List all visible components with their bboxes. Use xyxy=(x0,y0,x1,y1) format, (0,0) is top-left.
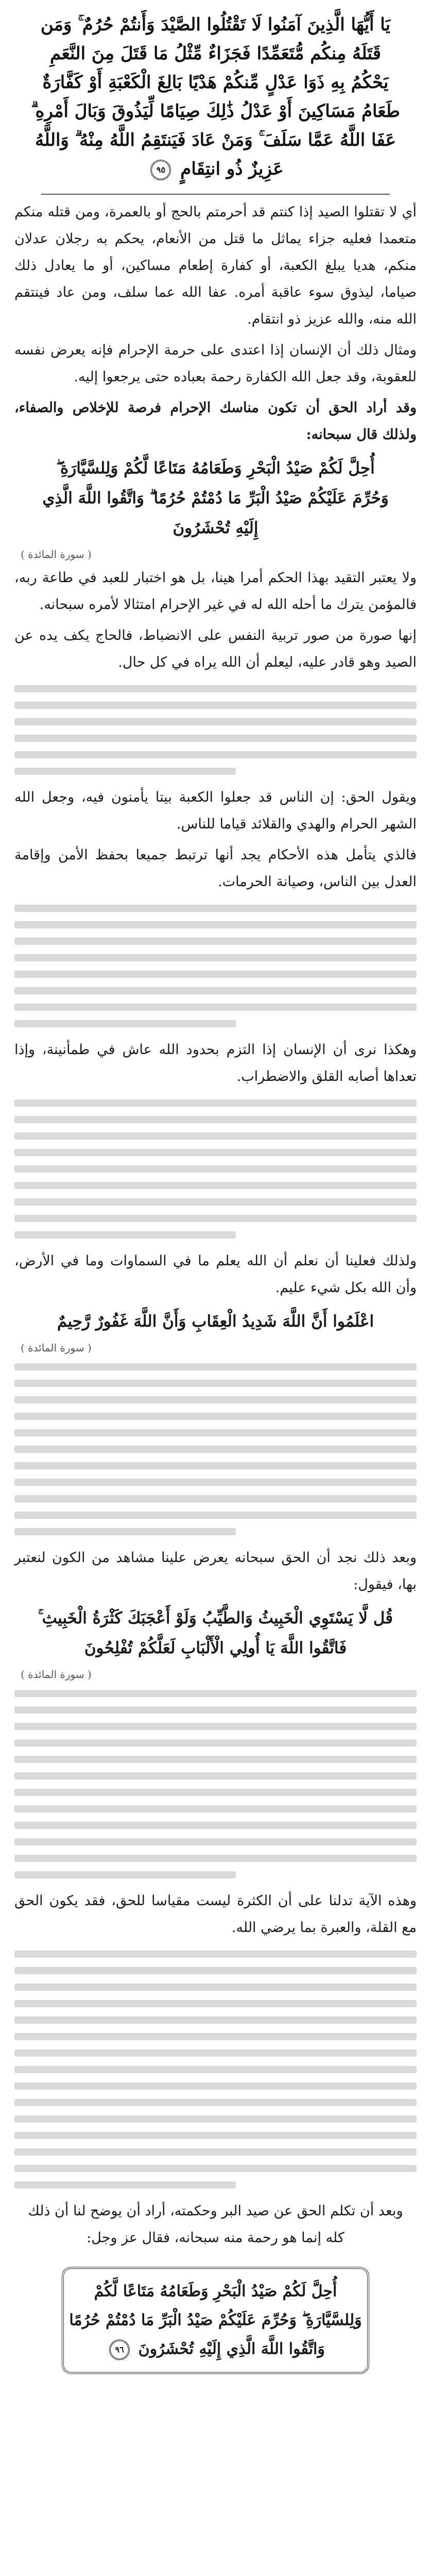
verse-2-reference: ( سورة المائدة ) xyxy=(21,548,92,561)
verse-3-reference: ( سورة المائدة ) xyxy=(21,1342,92,1354)
body-text-block xyxy=(14,1363,417,1535)
final-quran-verse-box xyxy=(62,2267,369,2374)
body-text-block xyxy=(14,1951,417,2189)
body-text-block xyxy=(14,1690,417,1878)
verse-4-reference: ( سورة المائدة ) xyxy=(21,1668,92,1681)
paragraph-7: وهكذا نرى أن الإنسان إذا التزم بحدود الله عاش في طمأنينة، وإذا تعداها أصابه القلق والاضطراب. xyxy=(14,1042,417,1084)
paragraph-4: إنها صورة من صور تربية النفس على الانضباط، فالحاج يكف يده عن الصيد وهو قادر عليه، ليعلم أن الله يراه في كل حال. xyxy=(14,628,417,670)
ayah-number-marker: ٩٥ xyxy=(150,160,171,180)
body-text-block xyxy=(14,905,417,1027)
paragraph-6: فالذي يتأمل هذه الأحكام يجد أنها ترتبط جميعا بحفظ الأمن وإقامة العدل بين الناس، وصيانة الحرمات. xyxy=(14,847,417,890)
divider xyxy=(41,194,390,195)
final-ayah-number-marker: ٩٦ xyxy=(109,2340,130,2360)
final-verse-line-1: أُحِلَّ لَكُمْ صَيْدُ الْبَحْرِ وَطَعَامُهُ مَتَاعًا لَّكُمْ xyxy=(94,2282,337,2300)
quran-verse-4: قُل لَّا يَسْتَوِي الْخَبِيثُ وَالطَّيِّبُ وَلَوْ أَعْجَبَكَ كَثْرَةُ الْخَبِيثِ ۚ فَاتَّقُوا اللَّهَ يَا أُولِي الْأَلْبَابِ لَعَلَّكُمْ تُفْلِحُونَ xyxy=(38,1609,393,1657)
heading-1: وقد أراد الحق أن تكون مناسك الإحرام فرصة للإخلاص والصفاء، ولذلك قال سبحانه: xyxy=(14,400,417,443)
body-text-block xyxy=(14,1099,417,1239)
paragraph-2: ومثال ذلك أن الإنسان إذا اعتدى على حرمة الإحرام فإنه يعرض نفسه للعقوبة، وقد جعل الله الكفارة رحمة بعباده حتى يرجعوا إليه. xyxy=(14,342,417,385)
quran-verse-2: أُحِلَّ لَكُمْ صَيْدُ الْبَحْرِ وَطَعَامُهُ مَتَاعًا لَّكُمْ وَلِلسَّيَّارَةِ ۖ وَحُرِّمَ عَلَيْكُمْ صَيْدُ الْبَرِّ مَا دُمْتُمْ حُرُمًا ۗ وَاتَّقُوا اللَّهَ الَّذِي إِلَيْهِ تُحْشَرُونَ xyxy=(42,459,389,537)
closing-paragraph: وبعد أن تكلم الحق عن صيد البر وحكمته، أراد أن يوضح لنا أن ذلك كله إنما هو رحمة منه سبحانه، فقال عز وجل: xyxy=(28,2203,403,2246)
final-verse-line-3: وَاتَّقُوا اللَّهَ الَّذِي إِلَيْهِ تُحْشَرُونَ xyxy=(138,2340,325,2358)
paragraph-5: ويقول الحق: إن الناس قد جعلوا الكعبة بيتا يأمنون فيه، وجعل الله الشهر الحرام والهدي والقلائد قياما للناس. xyxy=(14,789,417,832)
top-quran-verse xyxy=(31,7,400,187)
body-text-block xyxy=(14,685,417,775)
top-verse-text: يَا أَيُّهَا الَّذِينَ آمَنُوا لَا تَقْتُلُوا الصَّيْدَ وَأَنتُمْ حُرُمٌ ۚ وَمَن قَتَلَهُ مِنكُم مُّتَعَمِّدًا فَجَزَاءٌ مِّثْلُ مَا قَتَلَ مِنَ النَّعَمِ يَحْكُمُ بِهِ ذَوَا عَدْلٍ مِّنكُمْ هَدْيًا بَالِغَ الْكَعْبَةِ أَوْ كَفَّارَةٌ طَعَامُ مَسَاكِينَ أَوْ عَدْلُ ذَٰلِكَ صِيَامًا لِّيَذُوقَ وَبَالَ أَمْرِهِ ۗ عَفَا اللَّهُ عَمَّا سَلَفَ ۚ وَمَنْ عَادَ فَيَنتَقِمُ اللَّهُ مِنْهُ ۗ وَاللَّهُ عَزِيزٌ ذُو انتِقَامٍ xyxy=(31,14,400,179)
paragraph-1: أي لا تقتلوا الصيد إذا كنتم قد أحرمتم بالحج أو بالعمرة، ومن قتله منكم متعمدا فعليه جزاء يماثل ما قتل من الأنعام، يحكم به رجلان عدلان منكم، هديا يبلغ الكعبة، أو كفارة إطعام مساكين، أو ما يعادل ذلك صياما، ليذوق سوء عاقبة أمره. عفا الله عما سلف، ومن عاد فينتقم الله منه، والله عزيز ذو انتقام. xyxy=(14,204,417,327)
quran-verse-3: اعْلَمُوا أَنَّ اللَّهَ شَدِيدُ الْعِقَابِ وَأَنَّ اللَّهَ غَفُورٌ رَّحِيمٌ xyxy=(57,1312,374,1331)
paragraph-8: ولذلك فعلينا أن نعلم أن الله يعلم ما في السماوات وما في الأرض، وأن الله بكل شيء عليم. xyxy=(14,1253,417,1296)
paragraph-10: وهذه الآية تدلنا على أن الكثرة ليست مقياسا للحق، فقد يكون الحق مع القلة، والعبرة بما يرضي الله. xyxy=(14,1893,417,1936)
paragraph-3: ولا يعتبر التقيد بهذا الحكم أمرا هينا، بل هو اختبار للعبد في طاعة ربه، فالمؤمن يترك ما أحله الله له في غير الإحرام امتثالا لأمره سبحانه. xyxy=(14,570,417,613)
document-page xyxy=(0,7,431,2576)
paragraph-9: وبعد ذلك نجد أن الحق سبحانه يعرض علينا مشاهد من الكون لنعتبر بها، فيقول: xyxy=(14,1550,417,1592)
final-verse-line-2: وَلِلسَّيَّارَةِ ۖ وَحُرِّمَ عَلَيْكُمْ صَيْدُ الْبَرِّ مَا دُمْتُمْ حُرُمًا xyxy=(69,2311,362,2329)
